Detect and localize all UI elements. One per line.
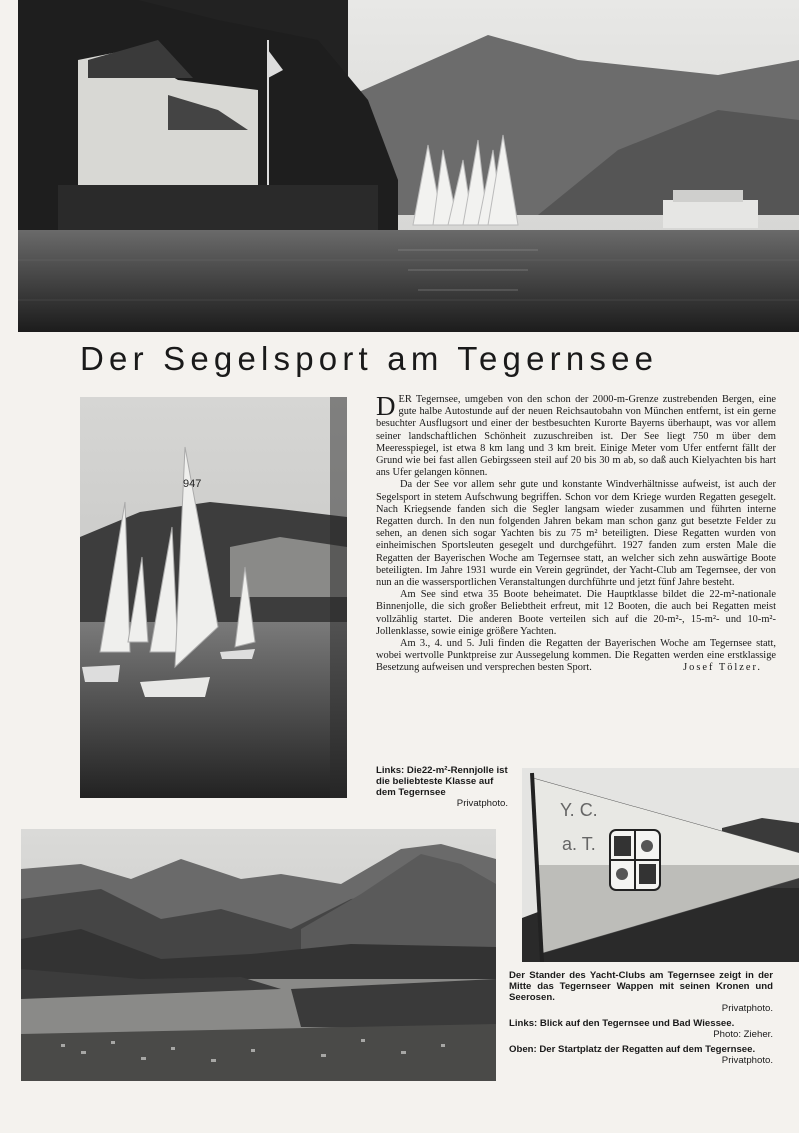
article-paragraph: Am See sind etwa 35 Boote beheimatet. Die Hauptklasse bildet die 22-m²-nationale Binnenjolle, die sich großer Beliebtheit erfreut, mit 12 Booten, die auch bei Regatten meist vollzählig startet. Die anderen Boote verteilen sich auf die 20-m²-, 15-m²- und 10-m²-Jollenklasse, sowie einige größere Yachten. <box>376 589 776 637</box>
dropcap: D <box>376 391 396 421</box>
pennant-letters-yc: Y. C. <box>560 800 598 820</box>
photo-credit: Privatphoto. <box>456 798 508 809</box>
caption-lake <box>509 1018 773 1040</box>
photo-credit: Privatphoto. <box>721 1003 773 1014</box>
caption-rennjolle <box>376 765 508 809</box>
rennjolle-photo <box>80 397 347 798</box>
svg-text:947: 947 <box>183 478 202 490</box>
article-paragraph: Da der See vor allem sehr gute und konstante Windverhältnisse aufweist, ist auch der Segelsport in stetem Aufschwung begriffen. Schon vor dem Kriege wurden Regatten gesegelt. Nach Kriegsende fanden sich die Segler langsam wieder zusammen und führten interne Regatten durch. In den nun folgenden Jahren bekam man schon ganz gut besetzte Felder zu sehen, an denen sich sogar Yachten bis zu 75 m² beteiligten. Diese Regatten wurden von einheimischen Sportsleuten gesegelt und durchgeführt. 1927 fanden zum ersten Male die Regatten der Bayerischen Woche am Tegernsee statt, an welcher sich zehn auswärtige Boote beteiligten. Im Jahre 1931 wurde ein Verein gegründet, der Yacht-Club am Tegernsee, der von nun an die wassersportlichen Veranstaltungen durchführte und jetzt fünf Jahre besteht. <box>376 479 776 589</box>
caption-text: Der Stander des Yacht-Clubs am Tegernsee zeigt in der Mitte das Tegernseer Wappen mit seinen Kronen und Seerosen. <box>509 970 773 1003</box>
regatta-start-photo <box>18 0 799 332</box>
caption-pennant <box>509 970 773 1014</box>
author-name: Josef Tölzer. <box>683 662 762 674</box>
article-paragraph: Am 3., 4. und 5. Juli finden die Regatten der Bayerischen Woche am Tegernsee statt, wobei wertvolle Punktpreise zur Aussegelung kommen. Die Regatten werden eine erstklassige Besetzung aufweisen und versprechen besten Sport. <box>376 638 776 674</box>
pennant-photo <box>522 768 799 962</box>
photo-credit: Photo: Zieher. <box>713 1029 773 1040</box>
article-body <box>376 391 776 675</box>
caption-text: Links: Die22-m²-Rennjolle ist die beliebteste Klasse auf dem Tegernsee <box>376 765 508 798</box>
coat-of-arms-icon <box>610 830 660 890</box>
caption-top-photo <box>509 1044 773 1066</box>
caption-text: Links: Blick auf den Tegernsee und Bad Wiessee. <box>509 1018 735 1029</box>
page-title: Der Segelsport am Tegernsee <box>80 340 659 377</box>
article-paragraph: ER Tegernsee, umgeben von den schon der 2000-m-Grenze zustrebenden Bergen, eine gute halbe Autostunde auf der neuen Reichsautobahn von München entfernt, ist ein gerne besuchter Ausflugsort und einer der bestbesuchten Kurorte Bayerns überhaupt, was vor allem seiner landschaftlichen Schönheit zuzuschreiben ist. Der See liegt 750 m über dem Meeresspiegel, ist etwa 8 km lang und 3 km breit. Einige Meter vom Ufer entfernt fällt der Grund wie bei fast allen Gebirgsseen steil auf 20 bis 30 m ab, so daß auch Kielyachten bis hart ans Ufer gelangen können. <box>376 394 776 479</box>
captions-right <box>509 970 773 1070</box>
lake-overview-photo <box>21 829 496 1081</box>
photo-credit: Privatphoto. <box>721 1055 773 1066</box>
pennant-letters-at: a. T. <box>562 834 596 854</box>
caption-text: Oben: Der Startplatz der Regatten auf dem Tegernsee. <box>509 1044 756 1055</box>
